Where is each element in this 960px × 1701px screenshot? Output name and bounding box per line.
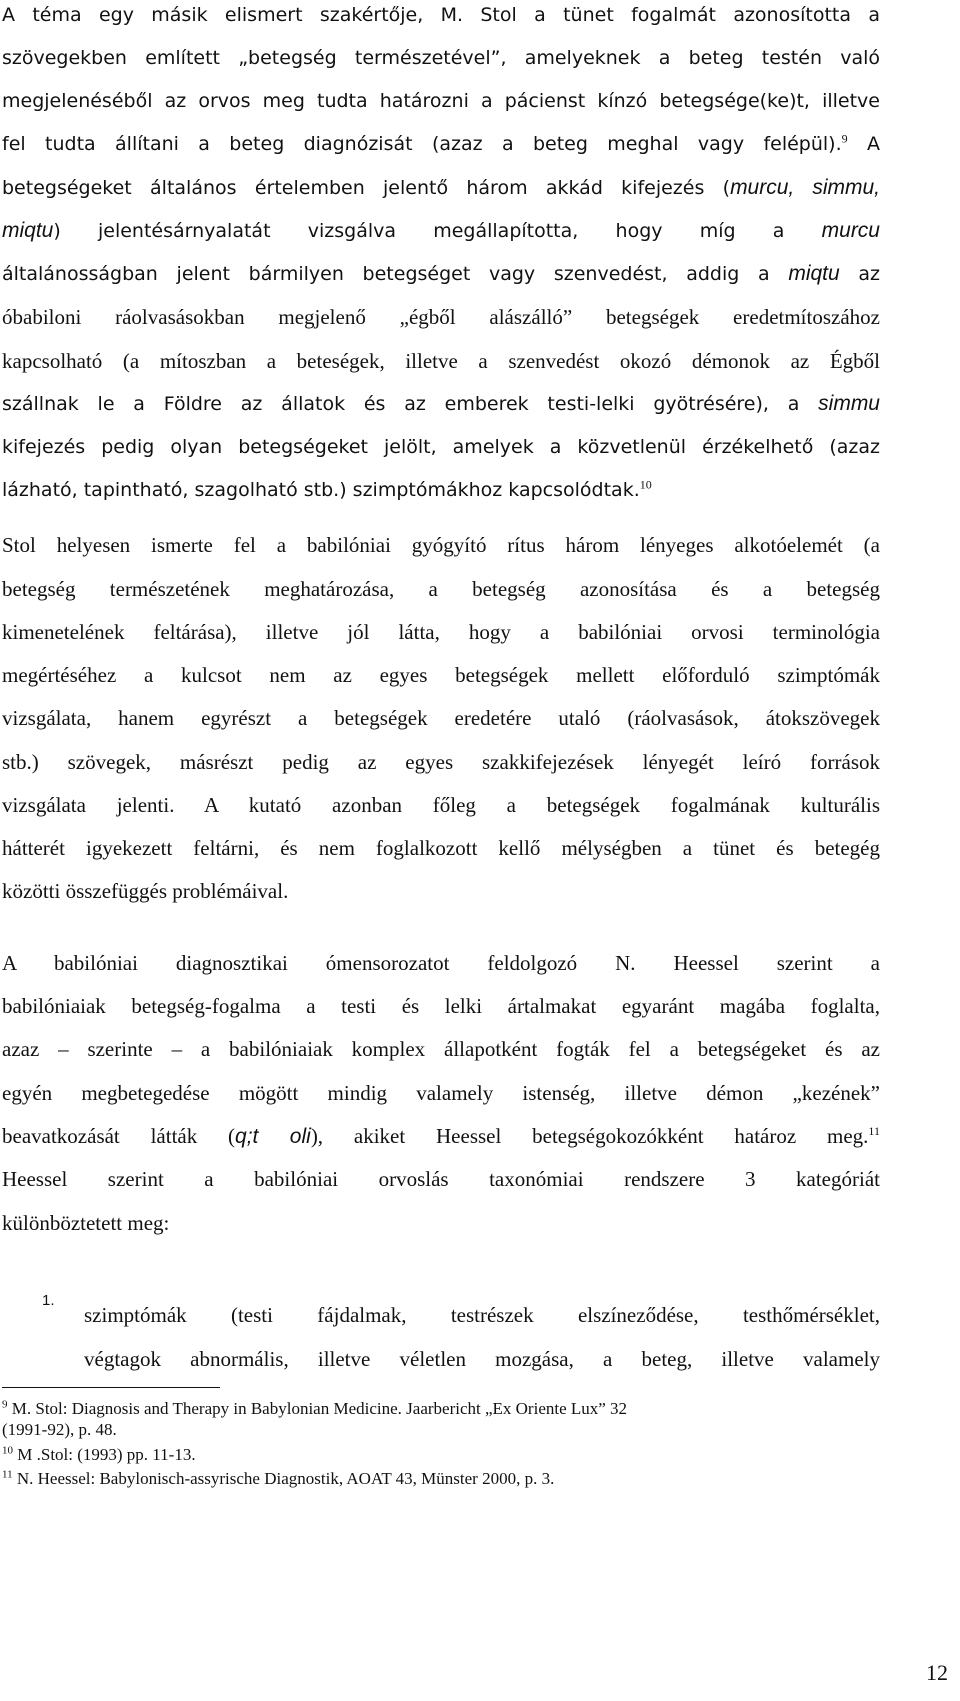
paragraph-3-line-3: azaz – szerinte – a babilóniaiak komplex állapotként fogták fel a betegségeket és az <box>2 1037 880 1061</box>
paragraph-1-line-7: általánosságban jelent bármilyen betegséget vagy szenvedést, addig a miqtu az <box>2 262 881 285</box>
footnote-ref-11[interactable]: 11 <box>868 1124 880 1138</box>
footnote-10: $^{10}$ M .Stol: (1993) pp. 11-13. <box>2 1444 196 1464</box>
paragraph-1-line-6: miqtu) jelentésárnyalatát vizsgálva megállapította, hogy míg a murcu <box>2 219 880 242</box>
footnote-9: $^9$ M. Stol: Diagnosis and Therapy in Babylonian Medicine. Jaarbericht „Ex Oriente Lux” 32 <box>2 1398 628 1418</box>
paragraph-2-line-2: betegség természetének meghatározása, a betegség azonosítása és a betegség <box>2 577 880 601</box>
footnote-9-line-2: (1991-92), p. 48. <box>2 1420 117 1439</box>
term-miqtu: miqtu <box>2 219 54 242</box>
paragraph-3-line-1: A babilóniai diagnosztikai ómensorozatot feldolgozó N. Heessel szerint a <box>2 951 880 975</box>
footnote-11: $^{11}$ N. Heessel: Babylonisch-assyrische Diagnostik, AOAT 43, Münster 2000, p. 3. <box>2 1468 555 1488</box>
footnote-ref-9[interactable]: 9 <box>841 131 848 146</box>
paragraph-1-line-2: szövegekben említett „betegség természetével”, amelyeknek a beteg testén való <box>2 47 880 69</box>
paragraph-2-line-9: közötti összefüggés problémáival. <box>2 879 289 903</box>
paragraph-1-line-9: kapcsolható (a mítoszban a beteségek, illetve a szenvedést okozó démonok az Égből <box>2 349 880 373</box>
list-item-1-line-1: szimptómák (testi fájdalmak, testrészek elszíneződése, testhőmérséklet, <box>84 1303 880 1327</box>
page-number: 12 <box>926 1660 948 1685</box>
term-qat-ili: q;t oli <box>235 1125 311 1148</box>
paragraph-1-line-1: A téma egy másik elismert szakértője, M. Stol a tünet fogalmát azonosította a <box>2 4 880 26</box>
paragraph-1-line-4: fel tudta állítani a beteg diagnózisát (azaz a beteg meghal vagy felépül).$^9$ A <box>2 131 880 155</box>
paragraph-2-line-7: vizsgálata jelenti. A kutató azonban főleg a betegségek fogalmának kulturális <box>2 793 880 817</box>
footnote-ref-10[interactable]: 10 <box>639 477 652 492</box>
paragraph-2-line-1: Stol helyesen ismerte fel a babilóniai gyógyító rítus három lényeges alkotóelemét (a <box>2 533 880 557</box>
term-simmu: simmu <box>818 392 880 415</box>
paragraph-1-line-3: megjelenéséből az orvos meg tudta határozni a pácienst kínzó betegsége(ke)t, illetve <box>2 90 880 112</box>
paragraph-2-line-5: vizsgálata, hanem egyrészt a betegségek eredetére utaló (ráolvasások, átokszövegek <box>2 706 880 730</box>
paragraph-1-line-5: betegségeket általános értelemben jelentő három akkád kifejezés (murcu, simmu, <box>2 176 880 199</box>
paragraph-3-line-7: különböztetett meg: <box>2 1211 170 1235</box>
paragraph-1-line-8: óbabiloni ráolvasásokban megjelenő „égből alászálló” betegségek eredetmítoszához <box>2 305 880 329</box>
paragraph-2-line-6: stb.) szövegek, másrészt pedig az egyes szakkifejezések lényegét leíró források <box>2 750 880 774</box>
paragraph-3-line-5: beavatkozását látták (q;t oli), akiket Heessel betegségokozókként határoz meg.$^{11}$ <box>2 1124 880 1148</box>
footnote-separator <box>2 1387 220 1388</box>
footnote-number: 9 <box>2 1398 8 1411</box>
paragraph-2-line-3: kimenetelének feltárása), illetve jól látta, hogy a babilóniai orvosi terminológia <box>2 620 880 644</box>
paragraph-2-line-8: hátterét igyekezett feltárni, és nem foglalkozott kellő mélységben a tünet és betegég <box>2 836 880 860</box>
term-miqtu: miqtu <box>788 262 840 285</box>
paragraph-1-line-12: lázható, tapintható, szagolható stb.) szimptómákhoz kapcsolódtak.$^{10}$ <box>2 477 652 501</box>
paragraph-3-line-4: egyén megbetegedése mögött mindig valamely istenség, illetve démon „kezének” <box>2 1081 880 1105</box>
footnote-number: 10 <box>2 1444 13 1457</box>
paragraph-3-line-6: Heessel szerint a babilóniai orvoslás taxonómiai rendszere 3 kategóriát <box>2 1167 880 1191</box>
list-item-1-line-2: végtagok abnormális, illetve véletlen mozgása, a beteg, illetve valamely <box>84 1347 880 1371</box>
akkadian-terms: murcu, simmu, <box>730 176 880 199</box>
paragraph-3-line-2: babilóniaiak betegség-fogalma a testi és lelki ártalmakat egyaránt magába foglalta, <box>2 994 880 1018</box>
footnote-number: 11 <box>2 1468 13 1481</box>
paragraph-1-line-11: kifejezés pedig olyan betegségeket jelölt, amelyek a közvetlenül érzékelhető (azaz <box>2 436 880 458</box>
paragraph-1-line-10: szállnak le a Földre az állatok és az emberek testi-lelki gyötrésére), a simmu <box>2 392 880 415</box>
term-murcu: murcu <box>821 219 880 242</box>
list-number: 1. <box>42 1292 55 1309</box>
paragraph-2-line-4: megértéséhez a kulcsot nem az egyes betegségek mellett előforduló szimptómák <box>2 663 880 687</box>
